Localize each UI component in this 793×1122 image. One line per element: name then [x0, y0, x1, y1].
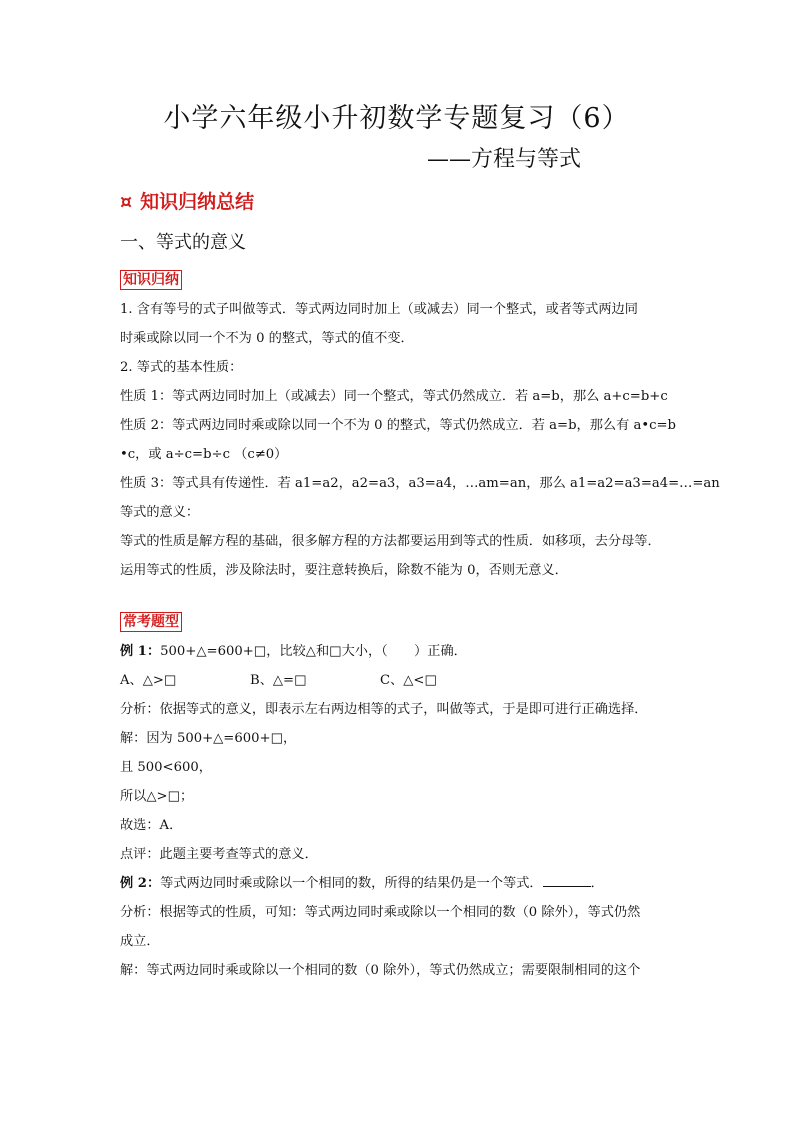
- tag-knowledge: 知识归纳: [120, 270, 182, 290]
- example2-text: 等式两边同时乘或除以一个相同的数，所得的结果仍是一个等式．: [160, 876, 543, 891]
- currency-sign-icon: ¤: [120, 191, 133, 213]
- example2-line: 分析：根据等式的性质，可知：等式两边同时乘或除以一个相同的数（0 除外），等式仍然: [120, 905, 641, 920]
- example1-text: 500+△=600+□，比较△和□大小，（ ）正确．: [160, 644, 467, 659]
- example1-line: 且 500<600，: [120, 760, 212, 775]
- option-a: A、△>□: [120, 673, 177, 688]
- knowledge-line: •c，或 a÷c=b÷c （c≠0）: [120, 447, 288, 462]
- example1-options: [120, 666, 680, 695]
- knowledge-line: 性质 3：等式具有传递性．若 a1=a2，a2=a3，a3=a4，…am=an，那么 a1=a2=a3=a4=…=an: [120, 476, 720, 491]
- subsection-heading: 一、等式的意义: [120, 232, 246, 253]
- example2-line: 解：等式两边同时乘或除以一个相同的数（0 除外），等式仍然成立；需要限制相同的这个: [120, 963, 641, 978]
- example1-line: 所以△>□；: [120, 789, 194, 804]
- example2-tail: ．: [590, 876, 604, 891]
- knowledge-line: 2. 等式的基本性质：: [120, 360, 243, 375]
- knowledge-line: 1. 含有等号的式子叫做等式．等式两边同时加上（或减去）同一个整式，或者等式两边同: [120, 302, 638, 317]
- knowledge-line: 时乘或除以同一个不为 0 的整式，等式的值不变．: [120, 331, 414, 346]
- example1-line: 点评：此题主要考查等式的意义．: [120, 847, 318, 862]
- option-b: B、△=□: [250, 673, 307, 688]
- example1-line: 解：因为 500+△=600+□，: [120, 731, 297, 746]
- examples-block: [120, 637, 680, 985]
- knowledge-line: 运用等式的性质，涉及除法时，要注意转换后，除数不能为 0，否则无意义．: [120, 563, 568, 578]
- knowledge-line: 等式的意义：: [120, 505, 200, 520]
- example2-label: 例 2：: [120, 876, 161, 891]
- example1-line: 故选：A．: [120, 818, 183, 833]
- example1-label: 例 1：: [120, 644, 161, 659]
- section-heading-label: 知识归纳总结: [140, 191, 255, 213]
- knowledge-line: 性质 2：等式两边同时乘或除以同一个不为 0 的整式，等式仍然成立．若 a=b，那么有 a•c=b: [120, 418, 676, 433]
- example2-line: 成立．: [120, 934, 160, 949]
- knowledge-line: 等式的性质是解方程的基础，很多解方程的方法都要运用到等式的性质．如移项，去分母等．: [120, 534, 661, 549]
- answer-blank[interactable]: [543, 872, 591, 887]
- knowledge-line: 性质 1：等式两边同时加上（或减去）同一个整式，等式仍然成立．若 a=b，那么 a+c=b+c: [120, 389, 668, 404]
- section-heading: [120, 187, 254, 214]
- page-title: 小学六年级小升初数学专题复习（6）: [163, 103, 630, 134]
- page-subtitle: ——方程与等式: [426, 147, 581, 172]
- example2-question: [120, 869, 680, 898]
- tag-common-questions: 常考题型: [120, 612, 182, 632]
- example1-line: 分析：依据等式的意义，即表示左右两边相等的式子，叫做等式，于是即可进行正确选择．: [120, 702, 648, 717]
- example1-question: [120, 637, 680, 666]
- knowledge-block: [120, 295, 720, 585]
- option-c: C、△<□: [380, 673, 437, 688]
